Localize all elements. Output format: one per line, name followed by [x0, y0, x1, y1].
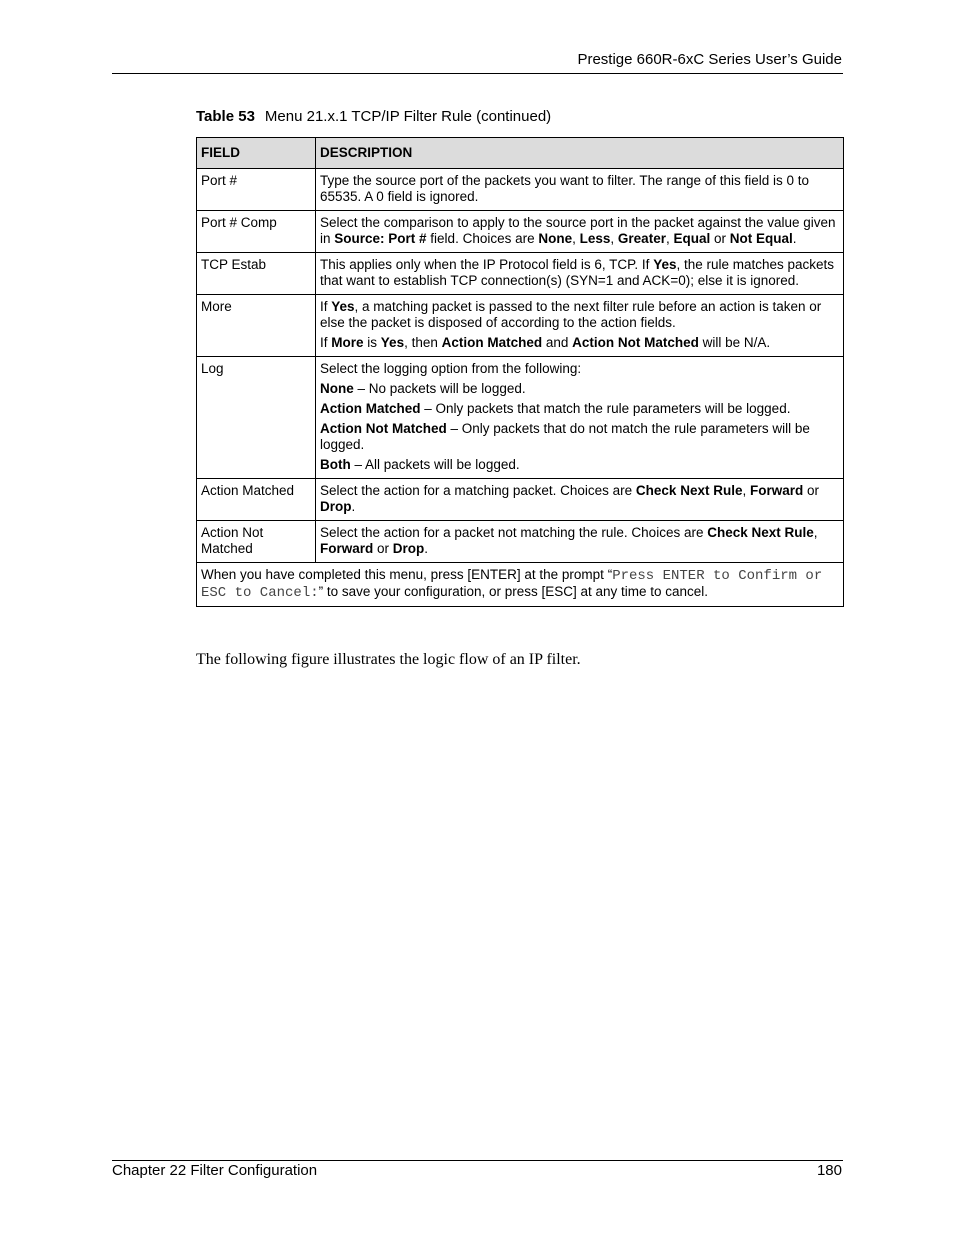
table-title: Menu 21.x.1 TCP/IP Filter Rule (continued) [264, 108, 552, 125]
header-divider [112, 73, 843, 74]
table-number: Table 53 [196, 108, 255, 125]
table-row [197, 295, 844, 357]
field-cell: Action Matched [197, 479, 316, 521]
table-caption [196, 108, 551, 125]
table-row [197, 211, 844, 253]
description-cell: This applies only when the IP Protocol field is 6, TCP. If Yes, the rule matches packets that want to establish TCP connection(s) (SYN=1 and ACK=0); else it is ignored. [316, 253, 844, 295]
footer-note-cell: When you have completed this menu, press [ENTER] at the prompt “Press ENTER to Confirm or ESC to Cancel:” to save your configuration, or press [ESC] at any time to cancel. [197, 563, 844, 607]
table-footer-note-row [197, 563, 844, 607]
column-header-field: FIELD [197, 138, 316, 169]
table-header-row [197, 138, 844, 169]
field-cell: Port # [197, 169, 316, 211]
description-cell: Select the comparison to apply to the source port in the packet against the value given in Source: Port # field. Choices are None, Less, Greater, Equal or Not Equal. [316, 211, 844, 253]
table-row [197, 253, 844, 295]
description-cell: Type the source port of the packets you want to filter. The range of this field is 0 to 65535. A 0 field is ignored. [316, 169, 844, 211]
table-row [197, 479, 844, 521]
table-row [197, 357, 844, 479]
field-cell: Port # Comp [197, 211, 316, 253]
table-row [197, 521, 844, 563]
field-cell: More [197, 295, 316, 357]
table-row [197, 169, 844, 211]
footer-divider [112, 1160, 843, 1161]
description-cell: Select the logging option from the following: None – No packets will be logged. Action Matched – Only packets that match the rule parameters will be logged. Action Not Matched – Only packets that do not match the rule parameters will be logged. Both – All packets will be logged. [316, 357, 844, 479]
description-cell: Select the action for a packet not matching the rule. Choices are Check Next Rule, Forward or Drop. [316, 521, 844, 563]
body-paragraph: The following figure illustrates the logic flow of an IP filter. [196, 651, 581, 668]
description-cell: Select the action for a matching packet. Choices are Check Next Rule, Forward or Drop. [316, 479, 844, 521]
description-cell: If Yes, a matching packet is passed to the next filter rule before an action is taken or else the packet is disposed of according to the action fields. If More is Yes, then Action Matched and Action Not Matched will be N/A. [316, 295, 844, 357]
filter-rule-table [196, 137, 844, 607]
footer-chapter: Chapter 22 Filter Configuration [112, 1162, 318, 1179]
field-cell: TCP Estab [197, 253, 316, 295]
field-cell: Action Not Matched [197, 521, 316, 563]
field-cell: Log [197, 357, 316, 479]
running-header-title: Prestige 660R-6xC Series User’s Guide [577, 51, 842, 68]
column-header-description: DESCRIPTION [316, 138, 844, 169]
page-number: 180 [816, 1162, 842, 1179]
prompt-text: Press ENTER to Confirm or ESC to Cancel: [201, 568, 823, 601]
